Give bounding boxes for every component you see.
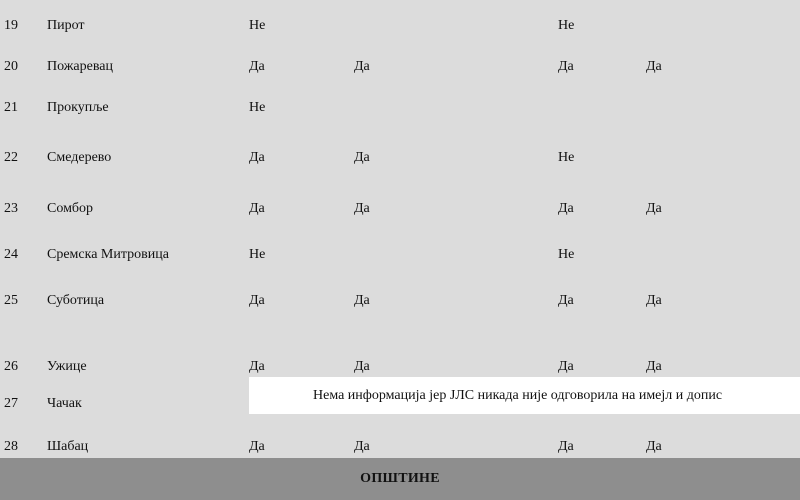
- table-row: [0, 291, 800, 311]
- row-number: 24: [4, 247, 18, 262]
- answer-col-1: Не: [249, 18, 266, 33]
- answer-col-1: Да: [249, 359, 265, 374]
- answer-col-3: Да: [558, 201, 574, 216]
- table-row: [0, 16, 800, 36]
- answer-col-1: Да: [249, 293, 265, 308]
- row-number: 27: [4, 396, 18, 411]
- answer-col-3: Да: [558, 59, 574, 74]
- table-row: [0, 57, 800, 77]
- answer-col-1: Да: [249, 150, 265, 165]
- row-number: 22: [4, 150, 18, 165]
- city-name: Прокупље: [47, 100, 109, 115]
- answer-col-1: Да: [249, 201, 265, 216]
- answer-col-3: Да: [558, 439, 574, 454]
- city-name: Чачак: [47, 396, 82, 411]
- row-number: 19: [4, 18, 18, 33]
- answer-col-2: Да: [354, 150, 370, 165]
- answer-col-2: Да: [354, 201, 370, 216]
- answer-col-2: Да: [354, 439, 370, 454]
- answer-col-3: Не: [558, 18, 575, 33]
- city-name: Ужице: [47, 359, 87, 374]
- city-name: Смедерево: [47, 150, 112, 165]
- table-row: [0, 98, 800, 118]
- row-number: 26: [4, 359, 18, 374]
- answer-col-4: Да: [646, 293, 662, 308]
- answer-col-1: Да: [249, 439, 265, 454]
- answer-col-3: Да: [558, 359, 574, 374]
- answer-col-2: Да: [354, 293, 370, 308]
- answer-col-1: Не: [249, 247, 266, 262]
- answer-col-4: Да: [646, 201, 662, 216]
- city-name: Шабац: [47, 439, 89, 454]
- row-number: 25: [4, 293, 18, 308]
- row-number: 20: [4, 59, 18, 74]
- table-row: [0, 199, 800, 219]
- section-header-label: ОПШТИНЕ: [360, 471, 440, 486]
- row-number: 28: [4, 439, 18, 454]
- answer-col-1: Да: [249, 59, 265, 74]
- answer-col-3: Не: [558, 247, 575, 262]
- row-number: 21: [4, 100, 18, 115]
- answer-col-1: Не: [249, 100, 266, 115]
- answer-col-3: Да: [558, 293, 574, 308]
- city-name: Пожаревац: [47, 59, 113, 74]
- answer-col-2: Да: [354, 359, 370, 374]
- no-response-note-text: Нема информација јер ЈЛС никада није одговорила на имејл и допис: [313, 388, 723, 403]
- answer-col-4: Да: [646, 59, 662, 74]
- no-response-note: [249, 377, 800, 414]
- city-name: Пирот: [47, 18, 85, 33]
- section-header-opstine: [0, 458, 800, 500]
- answer-col-2: Да: [354, 59, 370, 74]
- answer-col-4: Да: [646, 359, 662, 374]
- row-number: 23: [4, 201, 18, 216]
- city-name: Суботица: [47, 293, 105, 308]
- answer-col-3: Не: [558, 150, 575, 165]
- table-row: [0, 148, 800, 168]
- city-name: Сремска Митровица: [47, 247, 169, 262]
- city-name: Сомбор: [47, 201, 94, 216]
- table-row: [0, 245, 800, 265]
- answer-col-4: Да: [646, 439, 662, 454]
- table-row: [0, 357, 800, 377]
- table-row: [0, 437, 800, 457]
